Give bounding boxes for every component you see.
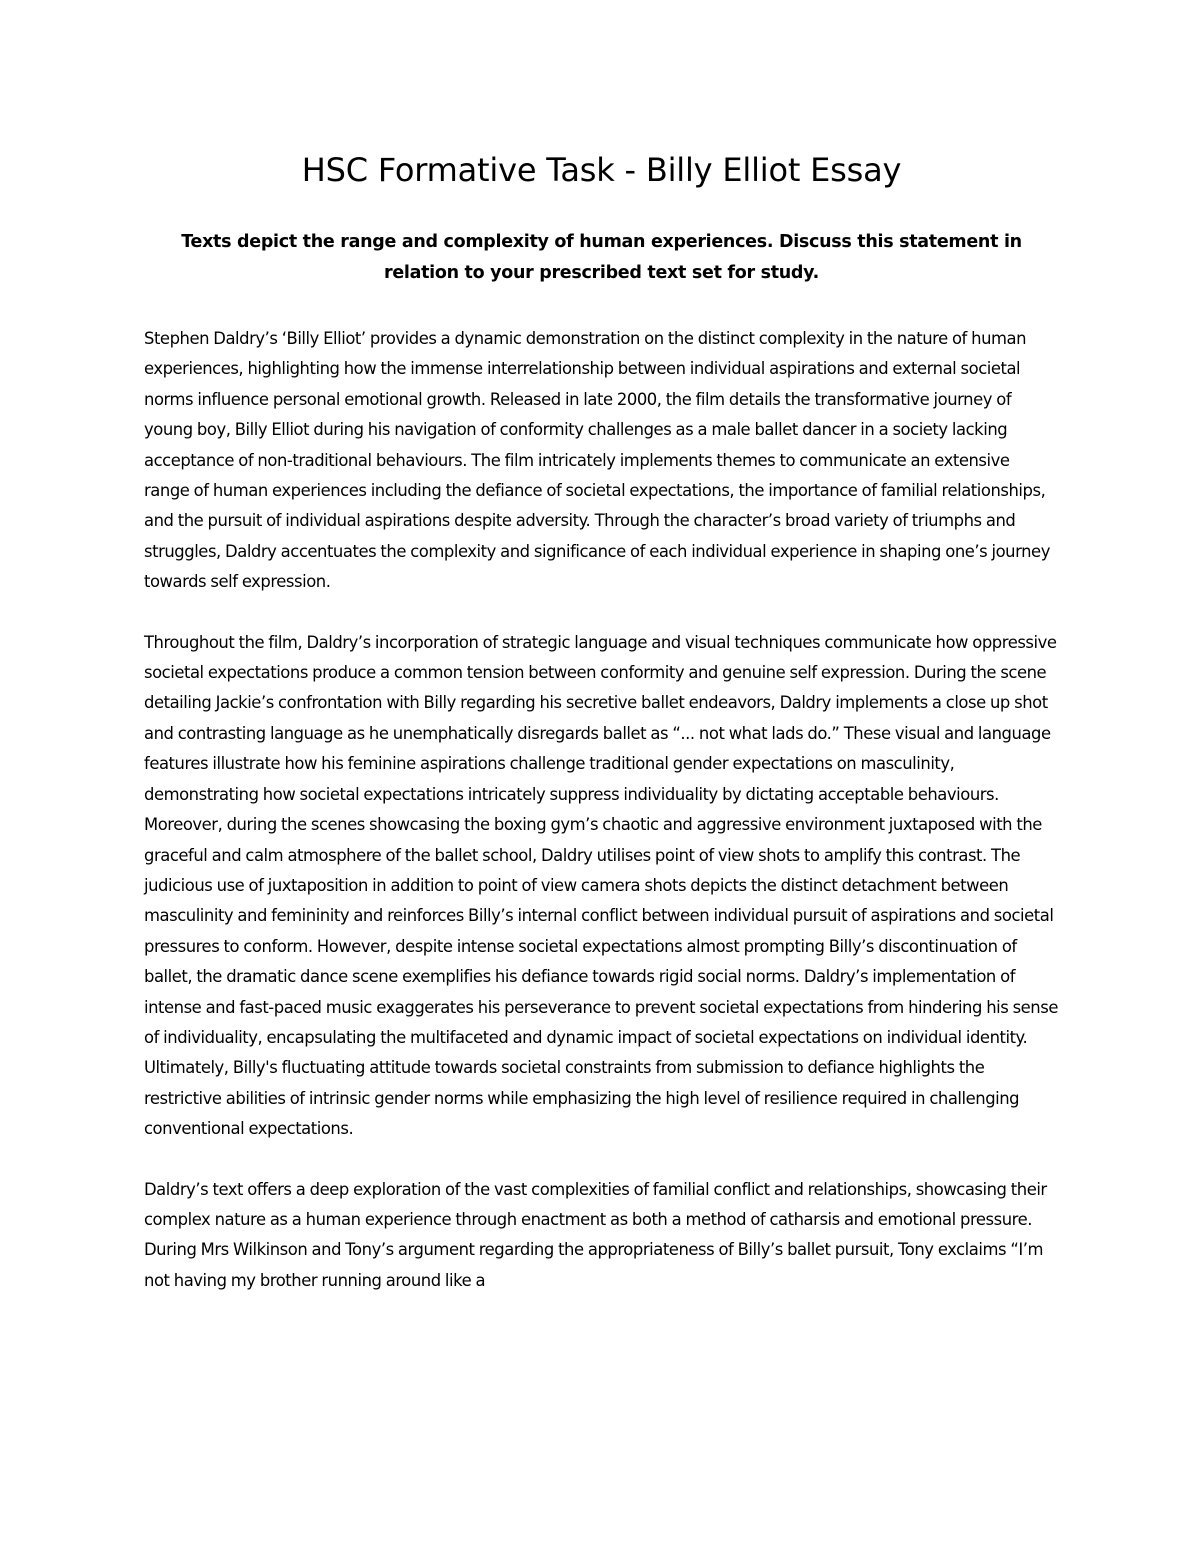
document-body <box>144 146 1059 1296</box>
paragraph-body-societal-expectations: Throughout the film, Daldry’s incorporation of strategic language and visual techniques communicate how oppressive societal expectations produce a common tension between conformity and genuine self expression. During the scene detailing Jackie’s confrontation with Billy regarding his secretive ballet endeavors, Daldry implements a close up shot and contrasting language as he unemphatically disregards ballet as “... not what lads do.” These visual and language features illustrate how his feminine aspirations challenge traditional gender expectations on masculinity, demonstrating how societal expectations intricately suppress individuality by dictating acceptable behaviours. Moreover, during the scenes showcasing the boxing gym’s chaotic and aggressive environment juxtaposed with the graceful and calm atmosphere of the ballet school, Daldry utilises point of view shots to amplify this contrast. The judicious use of juxtaposition in addition to point of view camera shots depicts the distinct detachment between masculinity and femininity and reinforces Billy’s internal conflict between individual pursuit of aspirations and societal pressures to conform. However, despite intense societal expectations almost prompting Billy’s discontinuation of ballet, the dramatic dance scene exemplifies his defiance towards rigid social norms. Daldry’s implementation of intense and fast-paced music exaggerates his perseverance to prevent societal expectations from hindering his sense of individuality, encapsulating the multifaceted and dynamic impact of societal expectations on individual identity. Ultimately, Billy's fluctuating attitude towards societal constraints from submission to defiance highlights the restrictive abilities of intrinsic gender norms while emphasizing the high level of resilience required in challenging conventional expectations. <box>144 632 1058 1139</box>
essay-title: HSC Formative Task - Billy Elliot Essay <box>301 151 902 189</box>
paragraph-introduction: Stephen Daldry’s ‘Billy Elliot’ provides a dynamic demonstration on the distinct complexity in the nature of human experiences, highlighting how the immense interrelationship between individual aspirations and external societal norms influence personal emotional growth. Released in late 2000, the film details the transformative journey of young boy, Billy Elliot during his navigation of conformity challenges as a male ballet dancer in a society lacking acceptance of non-traditional behaviours. The film intricately implements themes to communicate an extensive range of human experiences including the defiance of societal expectations, the importance of familial relationships, and the pursuit of individual aspirations despite adversity. Through the character’s broad variety of triumphs and struggles, Daldry accentuates the complexity and significance of each individual experience in shaping one’s journey towards self expression. <box>144 329 1050 592</box>
essay-prompt: Texts depict the range and complexity of human experiences. Discuss this statement in relation to your prescribed text set for study. <box>181 232 1022 283</box>
paragraph-body-familial-relationships: Daldry’s text offers a deep exploration of the vast complexities of familial conflict and relationships, showcasing their complex nature as a human experience through enactment as both a method of catharsis and emotional pressure. During Mrs Wilkinson and Tony’s argument regarding the appropriateness of Billy’s ballet pursuit, Tony exclaims “I’m not having my brother running around like a <box>144 1179 1047 1290</box>
